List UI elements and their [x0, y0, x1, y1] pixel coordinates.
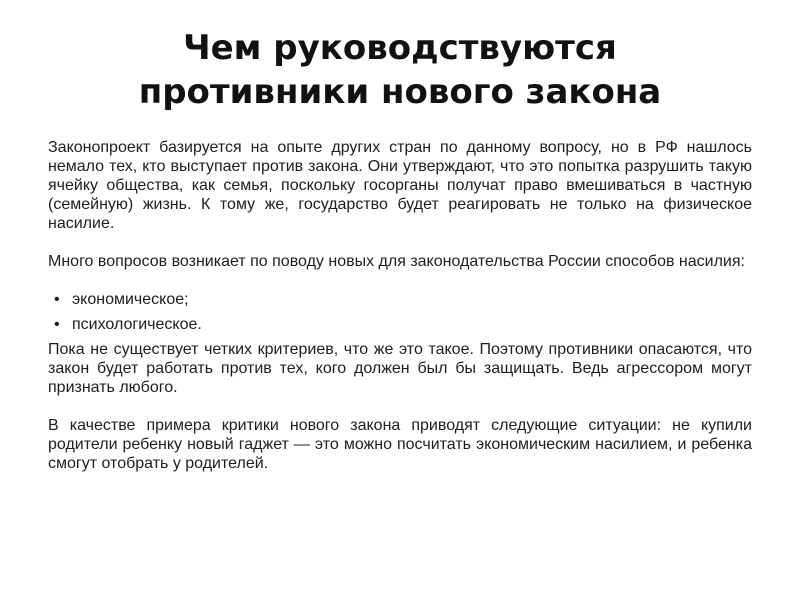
- paragraph-examples: В качестве примера критики нового закона приводят следующие ситуации: не купили родители ребенку новый гаджет — это можно посчитать экономическим насилием, и ребенка смогут отобрать у родителей.: [48, 417, 752, 472]
- paragraph-spacer: [48, 233, 752, 252]
- paragraph-spacer: [48, 397, 752, 416]
- paragraph-spacer: [48, 271, 752, 290]
- bullet-marker: •: [54, 291, 60, 308]
- bullet-marker: •: [54, 316, 60, 333]
- paragraph-intro: Законопроект базируется на опыте других стран по данному вопросу, но в РФ нашлось немало тех, кто выступает против закона. Они утверждают, что это попытка разрушить такую ячейку общества, как семья, поскольку госорганы получат право вмешиваться в частную (семейную) жизнь. К тому же, государство будет реагировать не только на физическое насилие.: [48, 139, 752, 232]
- list-item: [48, 290, 752, 309]
- slide-title-line-2: противники нового закона: [138, 72, 662, 112]
- slide-title-line-1: Чем руководствуются: [183, 28, 617, 68]
- slide-body: [48, 138, 752, 473]
- paragraph-questions: Много вопросов возникает по поводу новых для законодательства России способов насилия:: [48, 253, 745, 270]
- violence-types-list: [48, 290, 752, 334]
- slide-title: [40, 26, 760, 114]
- list-item: [48, 315, 752, 334]
- list-item-text: экономическое;: [72, 291, 189, 308]
- list-item-text: психологическое.: [72, 316, 202, 333]
- paragraph-criteria: Пока не существует четких критериев, что же это такое. Поэтому противники опасаются, что закон будет работать против тех, кого должен был бы защищать. Ведь агрессором могут признать любого.: [48, 341, 752, 396]
